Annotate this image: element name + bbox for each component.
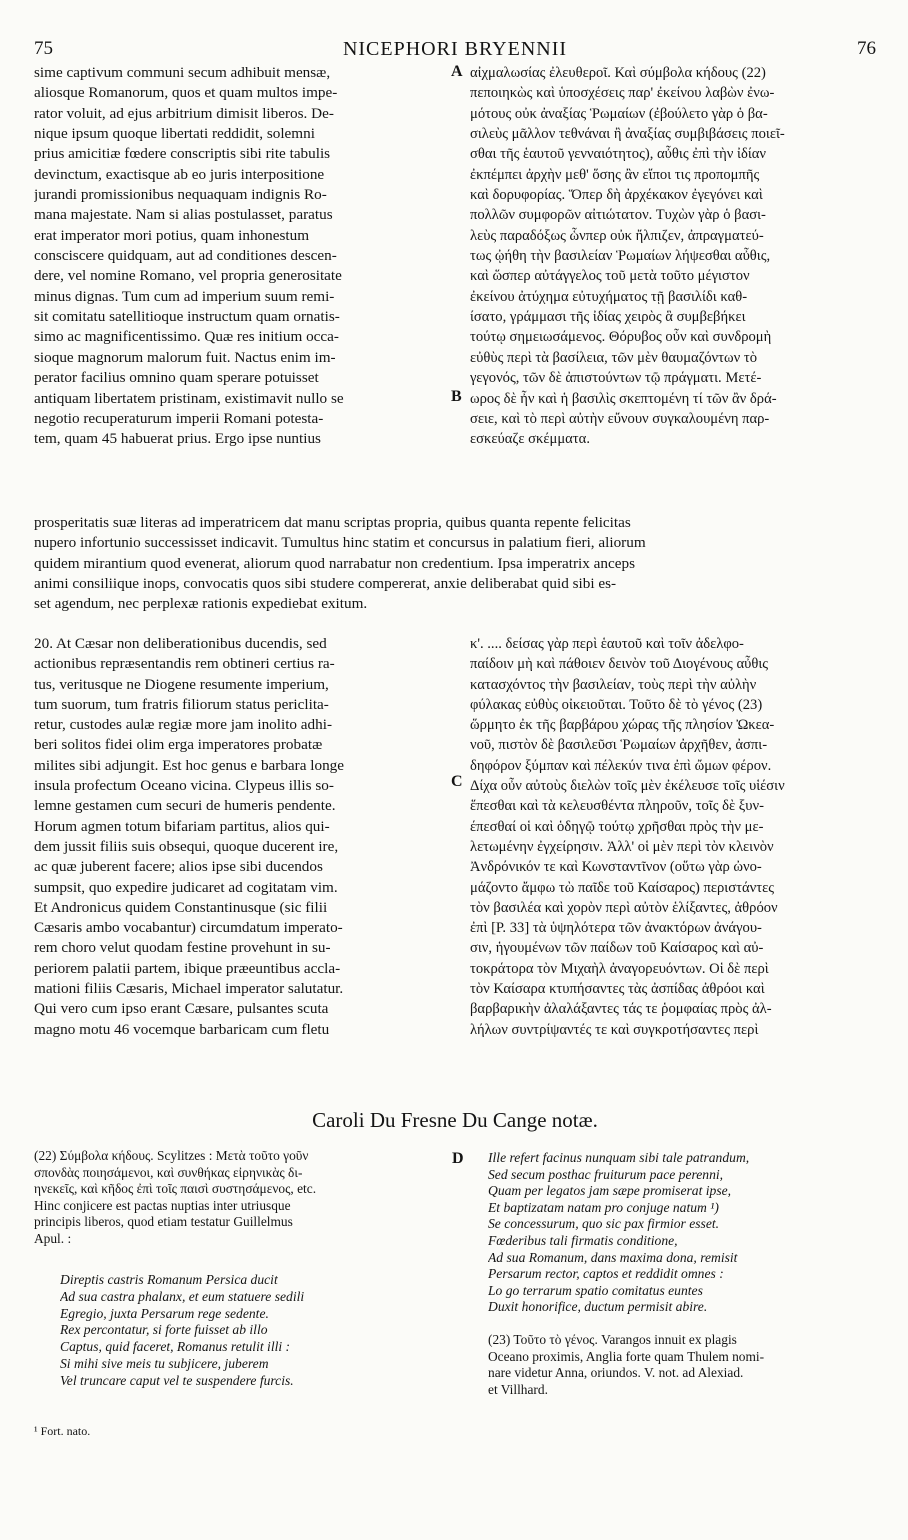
text-line: prius amicitiæ fœdere conscriptis sibi rite tabulis — [34, 145, 331, 163]
text-line: sumpsit, quo expedire judicaret ad cogitatam vim. — [34, 878, 338, 896]
text-line: τως ᾠήθη τὴν βασιλείαν Ῥωμαίων λήψεσθαι αὖθις, — [470, 248, 771, 265]
running-header — [34, 38, 876, 64]
text-line: Et Andronicus quidem Constantinusque (sic filii — [34, 898, 328, 916]
text-line: Ille refert facinus nunquam sibi tale patrandum, — [488, 1150, 750, 1165]
text-line: nare videtur Anna, oriundos. V. not. ad Alexiad. — [488, 1365, 744, 1381]
text-line: τούτῳ σημειωσάμενος. Θόρυβος οὖν καὶ συνδρομὴ — [470, 329, 772, 346]
text-line: aliosque Romanorum, quos et quam multos impe- — [34, 84, 338, 102]
text-line: Horum agmen totum bifariam partitus, alios qui- — [34, 817, 330, 835]
text-line: prosperitatis suæ literas ad imperatricem dat manu scriptas propria, quibus quanta repente felicitas — [34, 514, 631, 531]
text-line: ac quæ juberent facere; alios ipse sibi ducendos — [34, 858, 323, 876]
text-line: Qui vero cum ipso erant Cæsare, pulsantes scuta — [34, 1000, 329, 1018]
text-line: Vel truncare caput vel te suspendere furcis. — [60, 1372, 294, 1388]
text-line: πεποιηκὼς καὶ ὑποσχέσεις παρ' ἐκείνου λαβὼν ἐνω- — [470, 85, 775, 102]
text-line: Ad sua Romanum, dans maxima dona, remisit — [488, 1249, 738, 1265]
text-line: ίσατο, γράμμασι τῆς ἰδίας χειρὸς ἃ συμβεβήκει — [470, 309, 746, 326]
text-line: milites sibi adjungit. Est hoc genus e barbara longe — [34, 756, 345, 774]
text-line: retur, custodes aulæ regiæ more jam inolito adhi- — [34, 716, 333, 734]
text-line: τὸν Καίσαρα κτυπήσαντες τὰς ἀσπίδας ἀθρόοι καὶ — [470, 981, 765, 998]
text-line: παίδοιν μὴ καὶ πάθοιεν δεινὸν τοῦ Διογένους αὖθις — [470, 656, 769, 673]
text-line: tem, quam 45 habuerat prius. Ergo ipse nuntius — [34, 430, 321, 448]
text-line: Direptis castris Romanum Persica ducit — [60, 1272, 278, 1287]
text-line: lemne gestamen cum securi de humeris pendente. — [34, 797, 336, 815]
text-line: Persarum rector, captos et reddidit omnes : — [488, 1266, 724, 1282]
text-line: rem choro velut quodam festine provehunt in su- — [34, 939, 331, 957]
text-line: κ'. .... δείσας γὰρ περὶ ἑαυτοῦ καὶ τοῖν ἀδελφο- — [470, 636, 744, 652]
footnote: ¹ Fort. nato. — [34, 1424, 91, 1438]
text-line: periorem palatii partem, ibique præeuntibus accla- — [34, 959, 341, 977]
text-line: nique ipsum quoque libertati reddidit, solemni — [34, 125, 315, 143]
text-line: σειε, καὶ τὸ περὶ αὐτὴν εὔνουν συγκαλουμένη παρ- — [470, 410, 770, 427]
text-line: λετωμένην ἐγχείρησιν. Ἀλλ' οἱ μὲν περὶ τὸν κλεινὸν — [470, 838, 774, 855]
text-line: Lo go terrarum spatio comitatus euntes — [488, 1282, 703, 1298]
text-line: tum suorum, tum fratris filiorum status periclita- — [34, 695, 329, 713]
text-line: φύλακας εὐθὺς οἰκειοῦται. Τοῦτο δὲ τὸ γένος (23) — [470, 696, 763, 713]
text-line: σιν, ἡγουμένων τῶν παίδων τοῦ Καίσαρος καὶ αὐ- — [470, 940, 764, 957]
text-line: Δίχα οὖν αὐτοὺς διελὼν τοῖς μὲν ἐκέλευσε τοῖς υἱέσιν — [470, 778, 785, 795]
text-line: animi consiliique inops, convocatis quos sibi studere compererat, anxie deliberabat quid sibi es- — [34, 575, 617, 593]
text-line: quidem mirantium quod evenerat, aliorum quod narrabatur non credentium. Ipsa imperatrix anceps — [34, 554, 635, 572]
text-line: ηνεκεῖς, καὶ κῆδος ἐπὶ τοῖς παισὶ συστησάμενος, etc. — [34, 1181, 317, 1197]
text-line: Se concessurum, quo sic pax firmior esset. — [488, 1216, 720, 1232]
text-line: Cæsaris ambo vocabantur) circumdatum imperato- — [34, 919, 343, 937]
text-line: mana majestate. Nam si alias postulasset, paratus — [34, 206, 333, 224]
page-number-right: 76 — [857, 38, 876, 59]
text-line: ωρος δὲ ἦν καὶ ἡ βασιλὶς σκεπτομένη τί τῶν ἂν δρά- — [470, 390, 777, 407]
text-line: principis liberos, quod etiam testatur Guillelmus — [34, 1214, 293, 1230]
text-line: εσκεύαζε σκέμματα. — [470, 431, 590, 448]
text-line: mationi filiis Cæsaris, Michael imperator salutatur. — [34, 980, 344, 998]
text-line: Oceano proximis, Anglia forte quam Thulem nomi- — [488, 1348, 765, 1364]
text-line: (23) Τοῦτο τὸ γένος. Varangos innuit ex plagis — [488, 1332, 737, 1347]
text-line: jurandi promissionibus nequaquam indignis Ro- — [34, 186, 327, 204]
text-line: Duxit honorifice, ductum permisit abire. — [488, 1299, 708, 1315]
text-line: sit comitatu satellitioque instructum quam ornatis- — [34, 308, 340, 326]
text-line: λεὺς παραδόξως ὧνπερ οὐκ ἤλπιζεν, ἀπραγματεύ- — [470, 227, 764, 244]
text-line: nupero infortunio successisset indicavit. Tumultus hinc statim et concursus in palatium fieri, aliorum — [34, 534, 646, 552]
text-line: κατασχόντος τὴν βασιλείαν, τοὺς περὶ τὴν αὐλὴν — [470, 676, 757, 693]
text-line: tus, veritusque ne Diogene resumente imperium, — [34, 675, 329, 693]
text-line: (22) Σύμβολα κήδους. Scylitzes : Μετὰ τοῦτο γοῦν — [34, 1148, 309, 1163]
text-line: μάζοντο ἄμφω τὼ παῖδε τοῦ Καίσαρος) περιστάντες — [470, 879, 774, 896]
text-line: simo ac magnificentissimo. Quæ res initium occa- — [34, 328, 339, 346]
text-line: beri solitos fidei olim erga imperatores probatæ — [34, 736, 323, 754]
text-line: Captus, quid faceret, Romanus retulit illi : — [60, 1339, 291, 1355]
greek-column-lower — [470, 634, 878, 1040]
text-line: εὐθὺς περὶ τὰ βασίλεια, τῶν μὲν θαυμαζόντων τὸ — [470, 349, 757, 366]
text-line: Quam per legatos jam sæpe promiserat ipse, — [488, 1183, 732, 1199]
text-line: γεγονός, τῶν δὲ ἀπιστούντων τῷ πράγματι. Μετέ- — [470, 370, 762, 387]
text-line: ἐκπέμπει ἀρχὴν μεθ' ὅσης ἂν εἴποι τις προπομπῆς — [470, 166, 760, 183]
text-line: Ἀνδρόνικόν τε καὶ Κωνσταντῖνον (οὕτω γὰρ ὠνο- — [470, 859, 762, 876]
text-line: Si mihi sive meis tu subjicere, juberem — [60, 1355, 269, 1371]
text-line: Fœderibus tali firmatis conditione, — [488, 1232, 678, 1248]
greek-column-upper — [470, 63, 878, 450]
text-line: αἰχμαλωσίας ἐλευθεροῖ. Καὶ σύμβολα κήδους (22) — [470, 65, 766, 81]
text-line: Ad sua castra phalanx, et eum statuere sedili — [60, 1288, 305, 1304]
text-line: καὶ δορυφορίας. Ὅπερ δὴ ἀρχέκακον ἐγεγόνει καὶ — [470, 187, 763, 204]
text-line: τὸν βασιλέα καὶ χορὸν περὶ αὐτὸν ἑλίξαντες, ἀθρόον — [470, 899, 778, 916]
text-line: minus dignas. Tum cum ad imperium suum remi- — [34, 287, 335, 305]
section-marker-d: D — [452, 1150, 464, 1167]
text-line: καὶ ὥσπερ αὐτάγγελος τοῦ μετὰ τοῦτο μέγιστον — [470, 268, 750, 285]
text-line: σθαι τῆς ἑαυτοῦ γενναιότητος), αὖθις ἐπὶ τὴν ἰδίαν — [470, 146, 767, 163]
text-line: magno motu 46 vocemque barbaricam cum fletu — [34, 1020, 330, 1038]
text-line: perator facilius omnino quam sperare potuisset — [34, 369, 319, 387]
text-line: ἐπὶ [P. 33] τὰ ὑψηλότερα τῶν ἀνακτόρων ἀνάγου- — [470, 920, 762, 937]
text-line: dem jussit filiis suis obsequi, quoque ducerent ire, — [34, 837, 339, 855]
section-marker-a: A — [451, 63, 463, 80]
text-line: sioque magnorum malorum fuit. Nactus enim im- — [34, 348, 336, 366]
text-line: ἕπεσθαι καὶ τὰ κελευσθέντα πληροῦν, τοῖς δὲ ξυν- — [470, 798, 764, 815]
latin-column-lower — [34, 634, 448, 1040]
text-line: sime captivum communi secum adhibuit mensæ, — [34, 64, 331, 81]
text-line: 20. At Cæsar non deliberationibus ducendis, sed — [34, 635, 327, 652]
text-line: Egregio, juxta Persarum rege sedente. — [60, 1305, 269, 1321]
text-line: Et baptizatam natam pro conjuge natum ¹) — [488, 1199, 719, 1215]
latin-column-upper — [34, 63, 448, 450]
text-line: μότους οὐκ ἀναξίας Ῥωμαίων (ἐβούλετο γὰρ ὁ βα- — [470, 105, 768, 122]
verse-quotation-left — [60, 1272, 450, 1390]
text-line: erat imperator mori potius, quam inhonestum — [34, 226, 310, 244]
notes-heading: Caroli Du Fresne Du Cange notæ. — [312, 1108, 598, 1132]
text-line: set agendum, nec perplexæ rationis expediebat exitum. — [34, 595, 368, 613]
text-line: actionibus repræsentandis rem obtineri certius ra- — [34, 655, 335, 673]
text-line: insula profectum Oceano vicina. Clypeus illis so- — [34, 777, 334, 795]
text-line: σπονδὰς ποιησάμενοι, καὶ συνθήκας εἰρηνικὰς δι- — [34, 1164, 303, 1180]
text-line: Hinc conjicere est pactas nuptias inter utriusque — [34, 1197, 291, 1213]
text-line: βαρβαρικὴν ἀλαλάξαντες τάς τε ῥομφαίας πρὸς ἀλ- — [470, 1001, 772, 1018]
text-line: Sed secum posthac fruiturum pace perenni, — [488, 1166, 724, 1182]
section-marker-c: C — [451, 773, 463, 790]
page-number-left: 75 — [34, 38, 53, 59]
running-title: NICEPHORI BRYENNII — [342, 38, 568, 60]
text-line: Rex percontatur, si forte fuisset ab illo — [60, 1322, 268, 1338]
text-line: Apul. : — [34, 1230, 72, 1246]
text-line: πολλῶν συμφορῶν αἰτιώτατον. Τυχὼν γὰρ ὁ βασι- — [470, 207, 766, 224]
note-23-text — [488, 1332, 880, 1398]
text-line: dere, vel nomine Romano, vel propria generositate — [34, 267, 342, 285]
text-line: νοῦ, πιστὸν δὲ βασιλεῦσι Ῥωμαίων ἀρχῆθεν, ἀσπι- — [470, 737, 768, 754]
text-line: devinctum, exactisque ab eo juris interpositione — [34, 165, 325, 183]
text-line: ὥρμητο ἐκ τῆς βαρβάρου χώρας τῆς πλησίον Ὠκεα- — [470, 717, 775, 734]
note-22-text — [34, 1148, 448, 1248]
text-line: έπεσθαί οἱ καὶ ὁδηγῷ τούτῳ χρῆσθαι πρὸς τὴν με- — [470, 818, 764, 835]
section-marker-b: B — [451, 388, 462, 405]
text-line: τοκράτορα τὸν Μιχαὴλ ἀναγορευόντων. Οἱ δὲ περὶ — [470, 960, 769, 977]
text-line: ἐκείνου ἀτύχημα εὐτυχήματος τῇ βασιλίδι καθ- — [470, 288, 748, 305]
text-line: δηφόρον ξύμπαν καὶ πέλεκύν τινα ἐπὶ ὤμων φέρον. — [470, 757, 772, 774]
text-line: σιλεὺς μᾶλλον τεθνάναι ἢ ἀναξίας συμβιβάσεις ποιεῖ- — [470, 126, 785, 143]
latin-full-width-paragraph — [34, 513, 876, 615]
text-line: λήλων συντρίψαντές τε καὶ συγκροτήσαντες περὶ — [470, 1021, 759, 1038]
text-line: et Villhard. — [488, 1381, 548, 1397]
text-line: consciscere quidquam, aut ad conditiones descen- — [34, 247, 337, 265]
text-line: rator voluit, ad ejus arbitrium dimisit liberos. De- — [34, 104, 334, 122]
text-line: negotio recuperaturum imperii Romani potesta- — [34, 409, 324, 427]
text-line: antiquam libertatem pristinam, existimavit nullo se — [34, 389, 344, 407]
verse-quotation-right — [488, 1150, 880, 1316]
